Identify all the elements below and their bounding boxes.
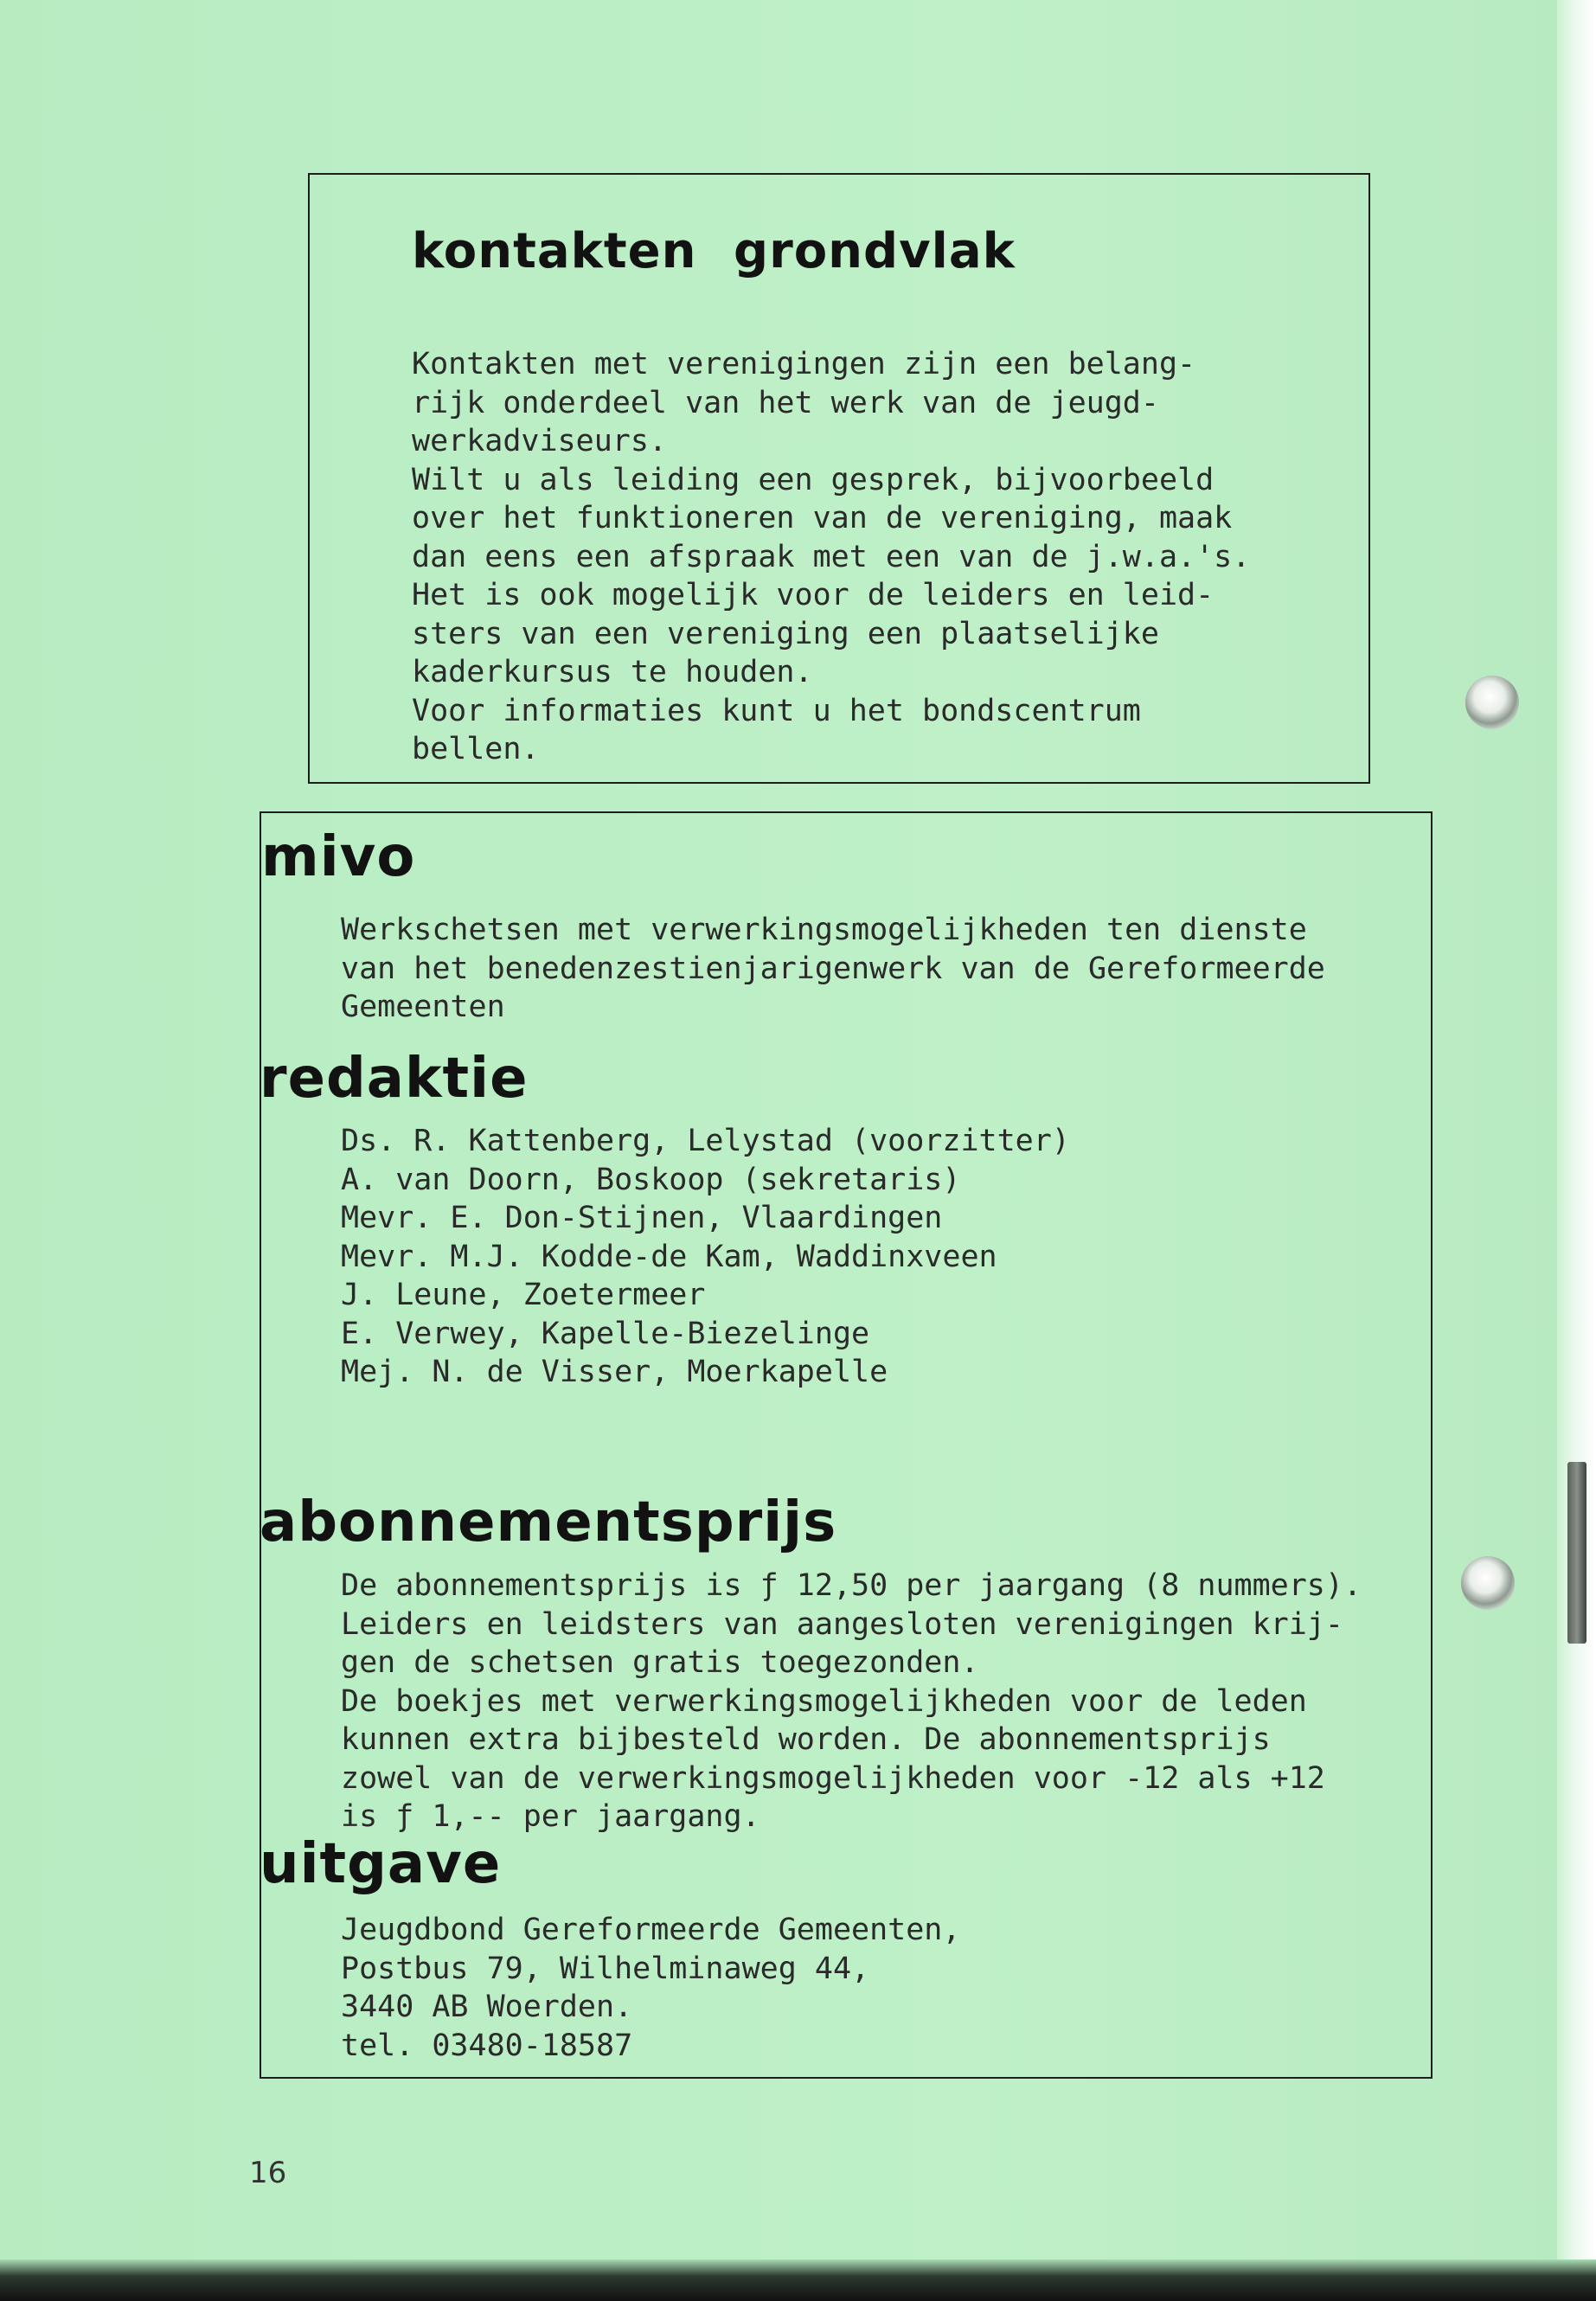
kontakten-text [412,345,1250,769]
text-line: van het benedenzestienjarigenwerk van de Gereformeerde [341,951,1325,986]
text-line: Voor informaties kunt u het bondscentrum [412,693,1141,728]
text-line: bellen. [412,732,540,766]
uitgave-heading: uitgave [260,1832,502,1896]
text-line: Gemeenten [341,990,505,1024]
mivo-heading: mivo [261,825,416,889]
text-line: is ƒ 1,-- per jaargang. [341,1799,760,1834]
text-line: Mevr. E. Don-Stijnen, Vlaardingen [341,1201,943,1235]
uitgave-text [341,1911,960,2065]
text-line: Mej. N. de Visser, Moerkapelle [341,1355,888,1389]
text-line: De boekjes met verwerkingsmogelijkheden voor de leden [341,1683,1307,1719]
redaktie-heading: redaktie [260,1047,529,1111]
text-line: Jeugdbond Gereformeerde Gemeenten, [341,1913,961,1947]
text-line: Kontakten met verenigingen zijn een belang- [412,347,1196,381]
text-line: Mevr. M.J. Kodde-de Kam, Waddinxveen [341,1239,997,1274]
text-line: E. Verwey, Kapelle-Biezelinge [341,1316,870,1351]
text-line: De abonnementsprijs is ƒ 12,50 per jaargang (8 nummers). [341,1568,1362,1603]
page-edge-bottom [0,2259,1596,2301]
text-line: Postbus 79, Wilhelminaweg 44, [341,1951,870,1986]
kontakten-heading: kontakten grondvlak [412,223,1016,279]
text-line: J. Leune, Zoetermeer [341,1278,706,1312]
page-edge-right [1557,0,1596,2301]
text-line: kaderkursus te houden. [412,655,813,689]
punch-hole [1465,676,1519,729]
text-line: Ds. R. Kattenberg, Lelystad (voorzitter) [341,1124,1070,1158]
abonnementsprijs-text [341,1567,1362,1836]
text-line: Wilt u als leiding een gesprek, bijvoorbeeld [412,462,1215,497]
abonnementsprijs-heading: abonnementsprijs [260,1490,837,1554]
mivo-text [341,911,1325,1027]
text-line: 3440 AB Woerden. [341,1990,633,2024]
text-line: sters van een vereniging een plaatselijke [412,616,1159,651]
text-line: rijk onderdeel van het werk van de jeugd- [412,385,1159,420]
text-line: werkadviseurs. [412,424,668,458]
text-line: Het is ook mogelijk voor de leiders en leid- [412,578,1215,612]
punch-hole [1461,1556,1515,1610]
text-line: gen de schetsen gratis toegezonden. [341,1645,979,1680]
text-line: A. van Doorn, Boskoop (sekretaris) [341,1162,961,1197]
text-line: tel. 03480-18587 [341,2028,633,2063]
text-line: over het funktioneren van de vereniging, maak [412,501,1233,535]
page-number: 16 [249,2156,287,2190]
text-line: Werkschetsen met verwerkingsmogelijkheden ten dienste [341,913,1307,947]
text-line: zowel van de verwerkingsmogelijkheden voor -12 als +12 [341,1760,1325,1796]
binder-clip-mark [1567,1462,1586,1644]
text-line: Leiders en leidsters van aangesloten verenigingen krij- [341,1606,1343,1642]
text-line: dan eens een afspraak met een van de j.w.a.'s. [412,539,1251,574]
text-line: kunnen extra bijbesteld worden. De abonnementsprijs [341,1722,1271,1757]
redaktie-text [341,1122,1070,1392]
